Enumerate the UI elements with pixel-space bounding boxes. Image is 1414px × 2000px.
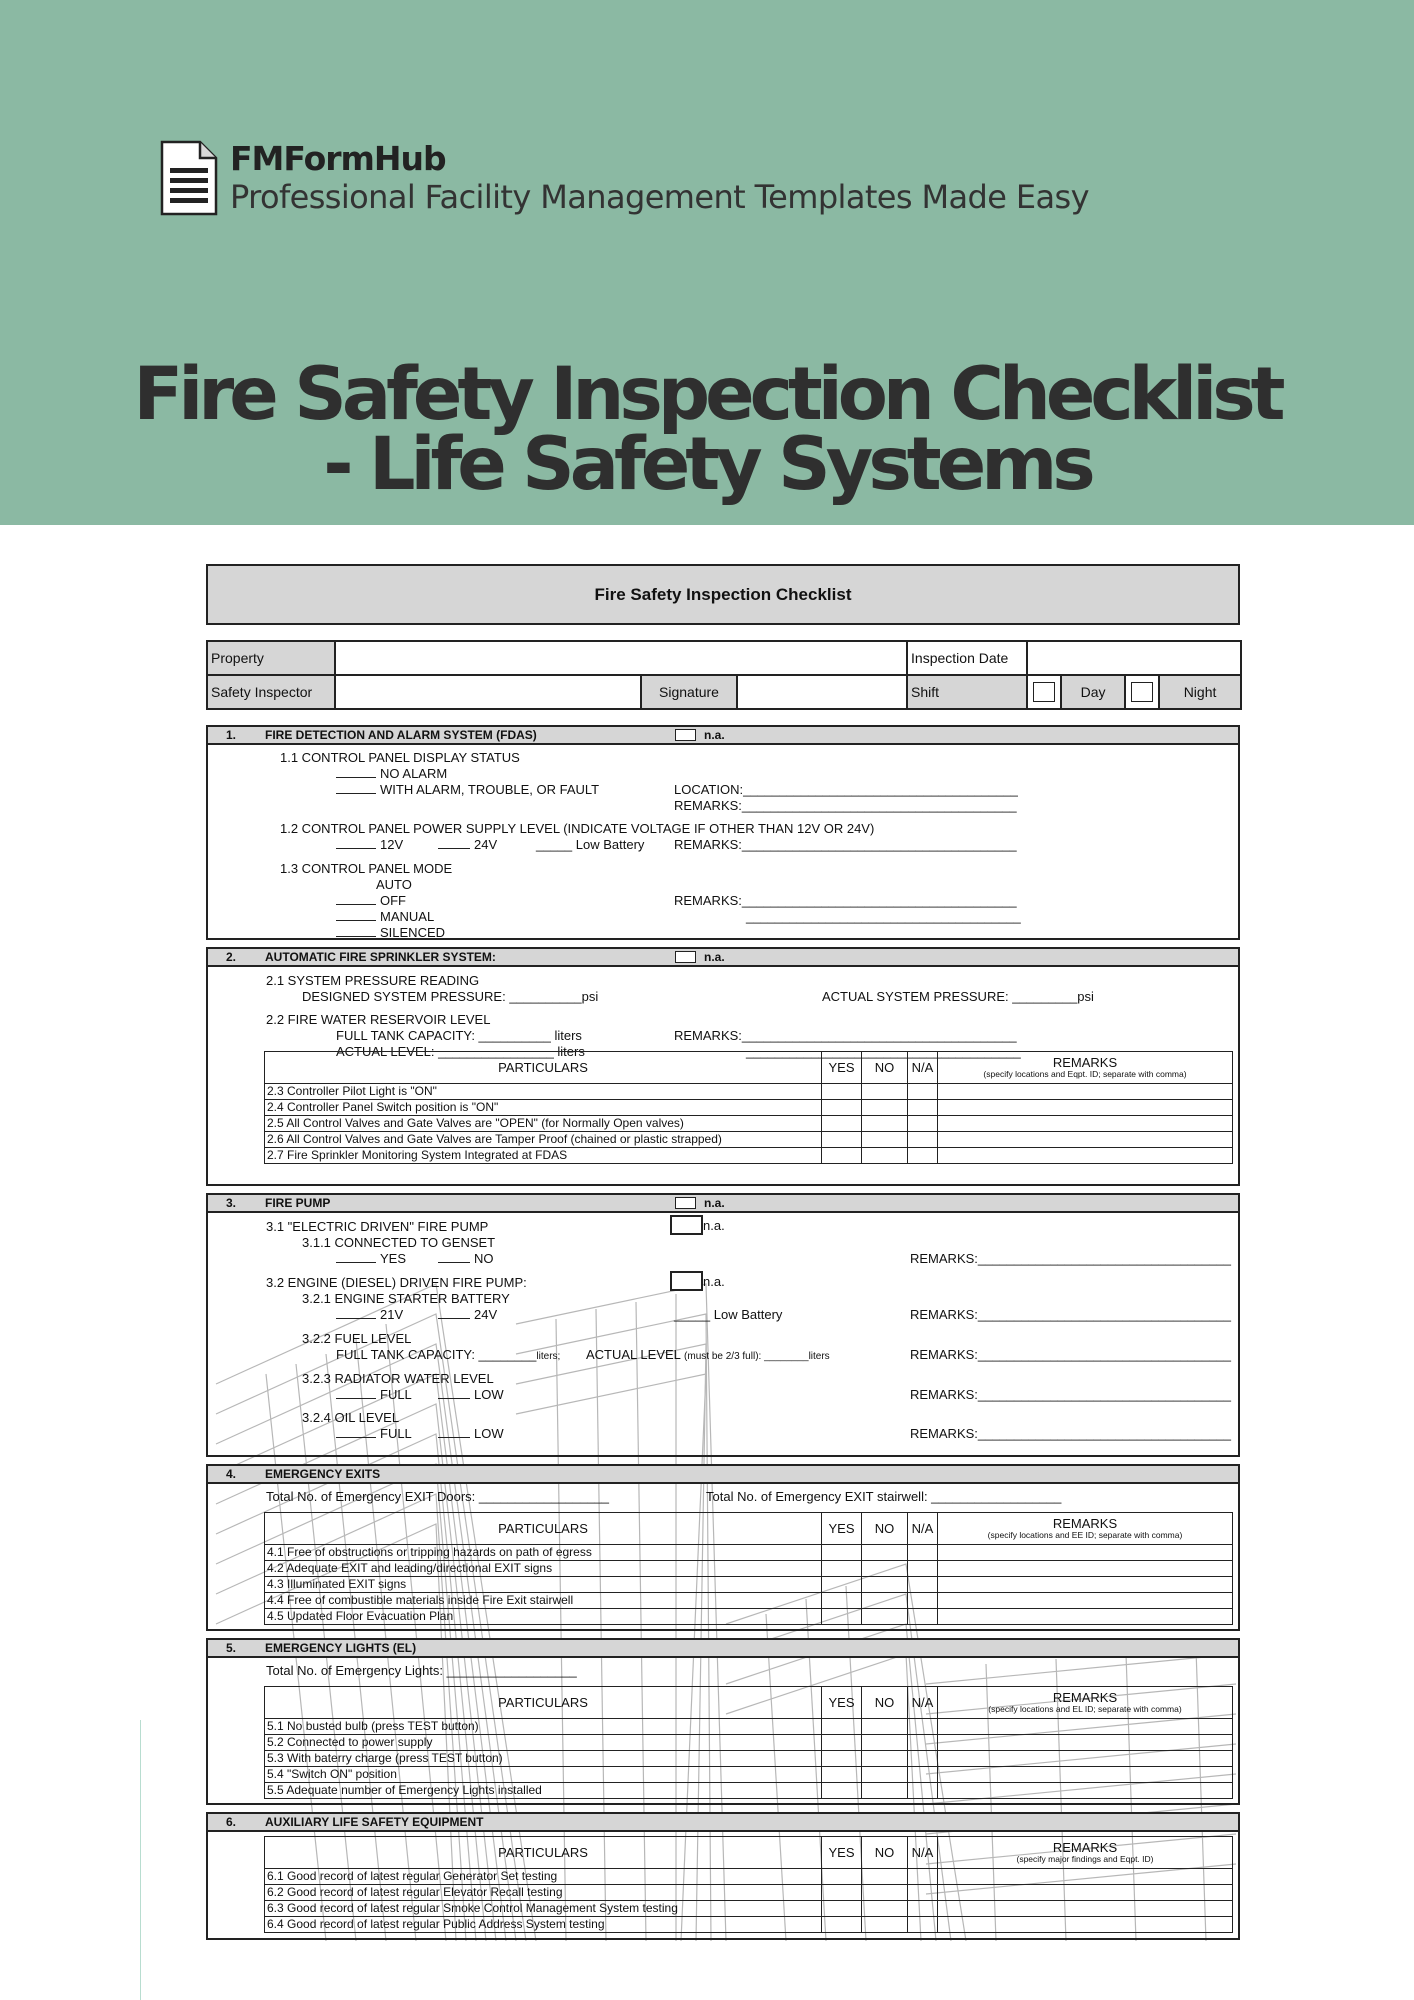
yes-cell[interactable]: [822, 1719, 862, 1735]
table-row: [265, 1132, 1233, 1148]
na-label: n.a.: [704, 1196, 725, 1210]
sprinkler-checklist-table: [264, 1051, 1233, 1164]
remarks-cell[interactable]: [938, 1901, 1233, 1917]
yes-cell[interactable]: [822, 1148, 862, 1164]
item-3-2-2: 3.2.2 FUEL LEVEL: [302, 1331, 412, 1346]
na-checkbox[interactable]: [675, 729, 696, 741]
section-number: 1.: [226, 728, 237, 742]
no-cell[interactable]: [862, 1751, 908, 1767]
answer-blank[interactable]: [336, 767, 376, 778]
answer-blank[interactable]: [336, 783, 376, 794]
remarks-line[interactable]: REMARKS:___________________________________: [910, 1251, 1231, 1266]
form-title: Fire Safety Inspection Checklist: [206, 564, 1240, 625]
answer-blank[interactable]: [336, 838, 376, 849]
na-cell[interactable]: [908, 1869, 938, 1885]
option-24v: 24V: [474, 837, 498, 852]
remarks-cell[interactable]: [938, 1593, 1233, 1609]
option-12v: 12V: [380, 837, 404, 852]
col-remarks: REMARKS (specify locations and EL ID; separate with comma): [938, 1687, 1233, 1719]
na-cell[interactable]: [908, 1917, 938, 1933]
remarks-line[interactable]: REMARKS:______________________________________: [674, 893, 1017, 908]
yes-cell[interactable]: [822, 1100, 862, 1116]
actual-level[interactable]: ACTUAL LEVEL: ________________ liters: [336, 1044, 585, 1059]
table-row: [265, 1767, 1233, 1783]
table-row: [265, 1901, 1233, 1917]
no-cell[interactable]: [862, 1917, 908, 1933]
section-title: FIRE PUMP: [265, 1196, 331, 1210]
margin-rule: [140, 1720, 141, 2000]
section-number: 2.: [226, 950, 237, 964]
night-label: Night: [1159, 675, 1241, 709]
remarks-line[interactable]: REMARKS:______________________________________: [674, 798, 1017, 813]
location-line[interactable]: LOCATION:______________________________________: [674, 782, 1018, 797]
option-manual: MANUAL: [380, 909, 435, 924]
na-cell[interactable]: [908, 1593, 938, 1609]
na-label: n.a.: [703, 1273, 725, 1289]
no-cell[interactable]: [862, 1084, 908, 1100]
no-cell[interactable]: [862, 1609, 908, 1625]
yes-cell[interactable]: [822, 1084, 862, 1100]
remarks-line[interactable]: REMARKS:___________________________________: [910, 1387, 1231, 1402]
signature-label: Signature: [641, 675, 737, 709]
row-label: 4.2 Adequate EXIT and leading/directional EXIT signs: [265, 1561, 822, 1577]
remarks-cell[interactable]: [938, 1767, 1233, 1783]
option-no-alarm: NO ALARM: [380, 766, 448, 781]
yes-cell[interactable]: [822, 1767, 862, 1783]
item-3-2-4: 3.2.4 OIL LEVEL: [302, 1410, 400, 1425]
na-cell[interactable]: [908, 1116, 938, 1132]
option-yes: YES: [380, 1251, 407, 1266]
col-yes: YES: [822, 1687, 862, 1719]
row-label: 5.4 "Switch ON" position: [265, 1767, 822, 1783]
row-label: 2.3 Controller Pilot Light is "ON": [265, 1084, 822, 1100]
remarks-cell[interactable]: [938, 1132, 1233, 1148]
table-row: [265, 1545, 1233, 1561]
remarks-continuation[interactable]: ______________________________________: [746, 1044, 1021, 1059]
remarks-cell[interactable]: [938, 1116, 1233, 1132]
na-cell[interactable]: [908, 1783, 938, 1799]
item-3-2: 3.2 ENGINE (DIESEL) DRIVEN FIRE PUMP:: [266, 1275, 527, 1290]
auxiliary-checklist-table: [264, 1836, 1233, 1933]
answer-blank[interactable]: [336, 926, 376, 937]
total-emergency-lights[interactable]: Total No. of Emergency Lights: __________________: [266, 1663, 577, 1678]
row-label: 4.3 Illuminated EXIT signs: [265, 1577, 822, 1593]
section-sprinkler: [206, 947, 1240, 1186]
col-particulars: PARTICULARS: [265, 1837, 822, 1869]
remarks-cell[interactable]: [938, 1609, 1233, 1625]
col-no: NO: [862, 1837, 908, 1869]
row-label: 5.1 No busted bulb (press TEST button): [265, 1719, 822, 1735]
table-row: [265, 1593, 1233, 1609]
section-title: FIRE DETECTION AND ALARM SYSTEM (FDAS): [265, 728, 537, 742]
section-title: EMERGENCY EXITS: [265, 1467, 381, 1481]
no-cell[interactable]: [862, 1100, 908, 1116]
na-cell[interactable]: [908, 1901, 938, 1917]
liters-unit: liters;: [536, 1351, 561, 1362]
yes-cell[interactable]: [822, 1751, 862, 1767]
col-particulars: PARTICULARS: [265, 1513, 822, 1545]
no-cell[interactable]: [862, 1735, 908, 1751]
answer-blank[interactable]: [336, 894, 376, 905]
no-cell[interactable]: [862, 1545, 908, 1561]
na-label: n.a.: [703, 1217, 725, 1233]
yes-cell[interactable]: [822, 1593, 862, 1609]
fuel-must-be[interactable]: (must be 2/3 full): ________liters: [684, 1351, 830, 1362]
item-3-2-1: 3.2.1 ENGINE STARTER BATTERY: [302, 1291, 510, 1306]
row-label: 6.2 Good record of latest regular Elevator Recall testing: [265, 1885, 822, 1901]
inspection-date-label: Inspection Date: [907, 641, 1027, 675]
fuel-actual-level: ACTUAL LEVEL: [586, 1347, 681, 1362]
table-row: [265, 1609, 1233, 1625]
na-checkbox[interactable]: [675, 951, 696, 963]
section-number: 4.: [226, 1467, 237, 1481]
property-field[interactable]: [335, 641, 907, 675]
table-row: [265, 1869, 1233, 1885]
inspection-info-table: [206, 640, 1242, 710]
col-na: N/A: [908, 1052, 938, 1084]
section-fdas: [206, 725, 1240, 940]
no-cell[interactable]: [862, 1901, 908, 1917]
na-cell[interactable]: [908, 1545, 938, 1561]
remarks-line[interactable]: REMARKS:___________________________________: [910, 1347, 1231, 1362]
actual-pressure[interactable]: ACTUAL SYSTEM PRESSURE: _________psi: [822, 989, 1094, 1004]
col-na: N/A: [908, 1687, 938, 1719]
col-yes: YES: [822, 1513, 862, 1545]
option-low-battery[interactable]: _____ Low Battery: [536, 837, 645, 852]
na-cell[interactable]: [908, 1751, 938, 1767]
item-3-2-3: 3.2.3 RADIATOR WATER LEVEL: [302, 1371, 494, 1386]
na-cell[interactable]: [908, 1735, 938, 1751]
row-label: 6.3 Good record of latest regular Smoke Control Management System testing: [265, 1901, 822, 1917]
remarks-continuation[interactable]: ______________________________________: [746, 909, 1021, 924]
shift-label: Shift: [907, 675, 1027, 709]
brand-name: FMFormHub: [230, 139, 446, 178]
table-row: [265, 1751, 1233, 1767]
na-cell[interactable]: [908, 1084, 938, 1100]
option-21v: 21V: [380, 1307, 404, 1322]
document-icon: [160, 140, 218, 216]
section-emergency-lights: [206, 1638, 1240, 1805]
remarks-line[interactable]: REMARKS:___________________________________: [910, 1307, 1231, 1322]
item-1-3: 1.3 CONTROL PANEL MODE: [280, 861, 453, 876]
table-row: [265, 1917, 1233, 1933]
section-title: EMERGENCY LIGHTS (EL): [265, 1641, 417, 1655]
col-remarks: REMARKS (specify major findings and Eqpt. ID): [938, 1837, 1233, 1869]
col-yes: YES: [822, 1052, 862, 1084]
inspection-form: [206, 564, 1240, 1941]
brand: [160, 140, 1089, 216]
remarks-cell[interactable]: [938, 1719, 1233, 1735]
remarks-cell[interactable]: [938, 1561, 1233, 1577]
remarks-cell[interactable]: [938, 1148, 1233, 1164]
na-cell[interactable]: [908, 1767, 938, 1783]
exits-checklist-table: [264, 1512, 1233, 1625]
na-checkbox[interactable]: [675, 1197, 696, 1209]
day-checkbox[interactable]: [1033, 682, 1055, 702]
row-label: 6.4 Good record of latest regular Public Address System testing: [265, 1917, 822, 1933]
option-24v: 24V: [474, 1307, 498, 1322]
na-cell[interactable]: [908, 1148, 938, 1164]
page-title-line1: Fire Safety Inspection Checklist: [133, 352, 1281, 437]
yes-cell[interactable]: [822, 1116, 862, 1132]
table-row: [265, 1116, 1233, 1132]
yes-cell[interactable]: [822, 1609, 862, 1625]
remarks-cell[interactable]: [938, 1869, 1233, 1885]
col-no: NO: [862, 1052, 908, 1084]
yes-cell[interactable]: [822, 1783, 862, 1799]
na-cell[interactable]: [908, 1100, 938, 1116]
yes-cell[interactable]: [822, 1869, 862, 1885]
no-cell[interactable]: [862, 1561, 908, 1577]
diesel-pump-na-checkbox[interactable]: [670, 1271, 703, 1291]
remarks-line[interactable]: REMARKS:______________________________________: [674, 837, 1017, 852]
yes-cell[interactable]: [822, 1132, 862, 1148]
no-cell[interactable]: [862, 1593, 908, 1609]
no-cell[interactable]: [862, 1719, 908, 1735]
answer-blank[interactable]: [438, 1308, 470, 1319]
answer-blank[interactable]: [336, 910, 376, 921]
item-2-1: 2.1 SYSTEM PRESSURE READING: [266, 973, 480, 988]
col-remarks: REMARKS (specify locations and EE ID; separate with comma): [938, 1513, 1233, 1545]
option-with-alarm: WITH ALARM, TROUBLE, OR FAULT: [380, 782, 600, 797]
inspector-field[interactable]: [335, 675, 641, 709]
yes-cell[interactable]: [822, 1577, 862, 1593]
no-cell[interactable]: [862, 1148, 908, 1164]
property-label: Property: [207, 641, 335, 675]
remarks-line[interactable]: REMARKS:______________________________________: [674, 1028, 1017, 1043]
col-particulars: PARTICULARS: [265, 1687, 822, 1719]
yes-cell[interactable]: [822, 1901, 862, 1917]
na-cell[interactable]: [908, 1561, 938, 1577]
na-cell[interactable]: [908, 1885, 938, 1901]
option-low: LOW: [474, 1426, 504, 1441]
answer-blank[interactable]: [336, 1252, 376, 1263]
brand-tagline: Professional Facility Management Templates Made Easy: [230, 178, 1089, 216]
col-no: NO: [862, 1513, 908, 1545]
inspector-label: Safety Inspector: [207, 675, 335, 709]
option-full: FULL: [380, 1426, 412, 1441]
remarks-cell[interactable]: [938, 1917, 1233, 1933]
section-fire-pump: [206, 1193, 1240, 1457]
item-1-1: 1.1 CONTROL PANEL DISPLAY STATUS: [280, 750, 520, 765]
option-low: LOW: [474, 1387, 504, 1402]
na-cell[interactable]: [908, 1609, 938, 1625]
na-cell[interactable]: [908, 1719, 938, 1735]
row-label: 2.4 Controller Panel Switch position is "ON": [265, 1100, 822, 1116]
na-label: n.a.: [704, 728, 725, 742]
no-cell[interactable]: [862, 1767, 908, 1783]
remarks-cell[interactable]: [938, 1577, 1233, 1593]
no-cell[interactable]: [862, 1885, 908, 1901]
table-row: [265, 1783, 1233, 1799]
row-label: 5.3 With baterry charge (press TEST button): [265, 1751, 822, 1767]
option-auto: AUTO: [376, 877, 412, 892]
item-2-2: 2.2 FIRE WATER RESERVOIR LEVEL: [266, 1012, 491, 1027]
col-remarks: REMARKS (specify locations and Eqpt. ID; separate with comma): [938, 1052, 1233, 1084]
option-low-battery[interactable]: _____ Low Battery: [674, 1307, 783, 1322]
remarks-cell[interactable]: [938, 1100, 1233, 1116]
answer-blank[interactable]: [438, 1388, 470, 1399]
col-particulars: PARTICULARS: [265, 1052, 822, 1084]
table-row: [265, 1719, 1233, 1735]
row-label: 4.1 Free of obstructions or tripping hazards on path of egress: [265, 1545, 822, 1561]
section-number: 3.: [226, 1196, 237, 1210]
remarks-cell[interactable]: [938, 1735, 1233, 1751]
row-label: 5.5 Adequate number of Emergency Lights installed: [265, 1783, 822, 1799]
page-title-line2: - Life Safety Systems: [323, 422, 1091, 507]
row-label: 2.6 All Control Valves and Gate Valves are Tamper Proof (chained or plastic strapped): [265, 1132, 822, 1148]
section-title: AUXILIARY LIFE SAFETY EQUIPMENT: [265, 1815, 484, 1829]
table-row: [265, 1100, 1233, 1116]
day-label: Day: [1061, 675, 1125, 709]
item-3-1: 3.1 "ELECTRIC DRIVEN" FIRE PUMP: [266, 1219, 489, 1234]
night-checkbox[interactable]: [1131, 682, 1153, 702]
section-auxiliary-equipment: [206, 1812, 1240, 1940]
remarks-cell[interactable]: [938, 1751, 1233, 1767]
remarks-cell[interactable]: [938, 1885, 1233, 1901]
row-label: 2.5 All Control Valves and Gate Valves are "OPEN" (for Normally Open valves): [265, 1116, 822, 1132]
designed-pressure[interactable]: DESIGNED SYSTEM PRESSURE: __________psi: [302, 989, 599, 1004]
section-title: AUTOMATIC FIRE SPRINKLER SYSTEM:: [265, 950, 496, 964]
yes-cell[interactable]: [822, 1917, 862, 1933]
inspection-date-field[interactable]: [1027, 641, 1241, 675]
no-cell[interactable]: [862, 1783, 908, 1799]
full-tank-capacity[interactable]: FULL TANK CAPACITY: __________ liters: [336, 1028, 582, 1043]
remarks-cell[interactable]: [938, 1545, 1233, 1561]
row-label: 6.1 Good record of latest regular Generator Set testing: [265, 1869, 822, 1885]
yes-cell[interactable]: [822, 1735, 862, 1751]
answer-blank[interactable]: [336, 1308, 376, 1319]
row-label: 4.4 Free of combustible materials inside Fire Exit stairwell: [265, 1593, 822, 1609]
answer-blank[interactable]: [438, 1427, 470, 1438]
row-label: 4.5 Updated Floor Evacuation Plan: [265, 1609, 822, 1625]
section-number: 5.: [226, 1641, 237, 1655]
col-yes: YES: [822, 1837, 862, 1869]
answer-blank[interactable]: [438, 838, 470, 849]
table-row: [265, 1561, 1233, 1577]
answer-blank[interactable]: [438, 1252, 470, 1263]
lights-checklist-table: [264, 1686, 1233, 1799]
remarks-cell[interactable]: [938, 1783, 1233, 1799]
option-off: OFF: [380, 893, 406, 908]
remarks-line[interactable]: REMARKS:___________________________________: [910, 1426, 1231, 1441]
na-label: n.a.: [704, 950, 725, 964]
no-cell[interactable]: [862, 1869, 908, 1885]
section-emergency-exits: [206, 1464, 1240, 1631]
option-silenced: SILENCED: [380, 925, 446, 940]
col-na: N/A: [908, 1837, 938, 1869]
remarks-cell[interactable]: [938, 1084, 1233, 1100]
yes-cell[interactable]: [822, 1885, 862, 1901]
table-row: [265, 1577, 1233, 1593]
header-banner: [0, 0, 1414, 525]
col-no: NO: [862, 1687, 908, 1719]
item-3-1-1: 3.1.1 CONNECTED TO GENSET: [302, 1235, 496, 1250]
table-row: [265, 1148, 1233, 1164]
option-no: NO: [474, 1251, 494, 1266]
no-cell[interactable]: [862, 1132, 908, 1148]
page-title: [0, 352, 1414, 507]
section-number: 6.: [226, 1815, 237, 1829]
signature-field[interactable]: [737, 675, 907, 709]
total-exit-stairwell[interactable]: Total No. of Emergency EXIT stairwell: __________________: [706, 1489, 1062, 1504]
na-cell[interactable]: [908, 1577, 938, 1593]
fuel-full-tank[interactable]: FULL TANK CAPACITY: ________: [336, 1347, 537, 1362]
item-1-2: 1.2 CONTROL PANEL POWER SUPPLY LEVEL (INDICATE VOLTAGE IF OTHER THAN 12V OR 24V): [280, 821, 875, 836]
row-label: 5.2 Connected to power supply: [265, 1735, 822, 1751]
answer-blank[interactable]: [336, 1427, 376, 1438]
electric-pump-na-checkbox[interactable]: [670, 1215, 703, 1235]
no-cell[interactable]: [862, 1577, 908, 1593]
answer-blank[interactable]: [336, 1388, 376, 1399]
no-cell[interactable]: [862, 1116, 908, 1132]
table-row: [265, 1885, 1233, 1901]
table-row: [265, 1735, 1233, 1751]
col-na: N/A: [908, 1513, 938, 1545]
option-full: FULL: [380, 1387, 412, 1402]
yes-cell[interactable]: [822, 1561, 862, 1577]
yes-cell[interactable]: [822, 1545, 862, 1561]
row-label: 2.7 Fire Sprinkler Monitoring System Integrated at FDAS: [265, 1148, 822, 1164]
table-row: [265, 1084, 1233, 1100]
total-exit-doors[interactable]: Total No. of Emergency EXIT Doors: __________________: [266, 1489, 610, 1504]
na-cell[interactable]: [908, 1132, 938, 1148]
